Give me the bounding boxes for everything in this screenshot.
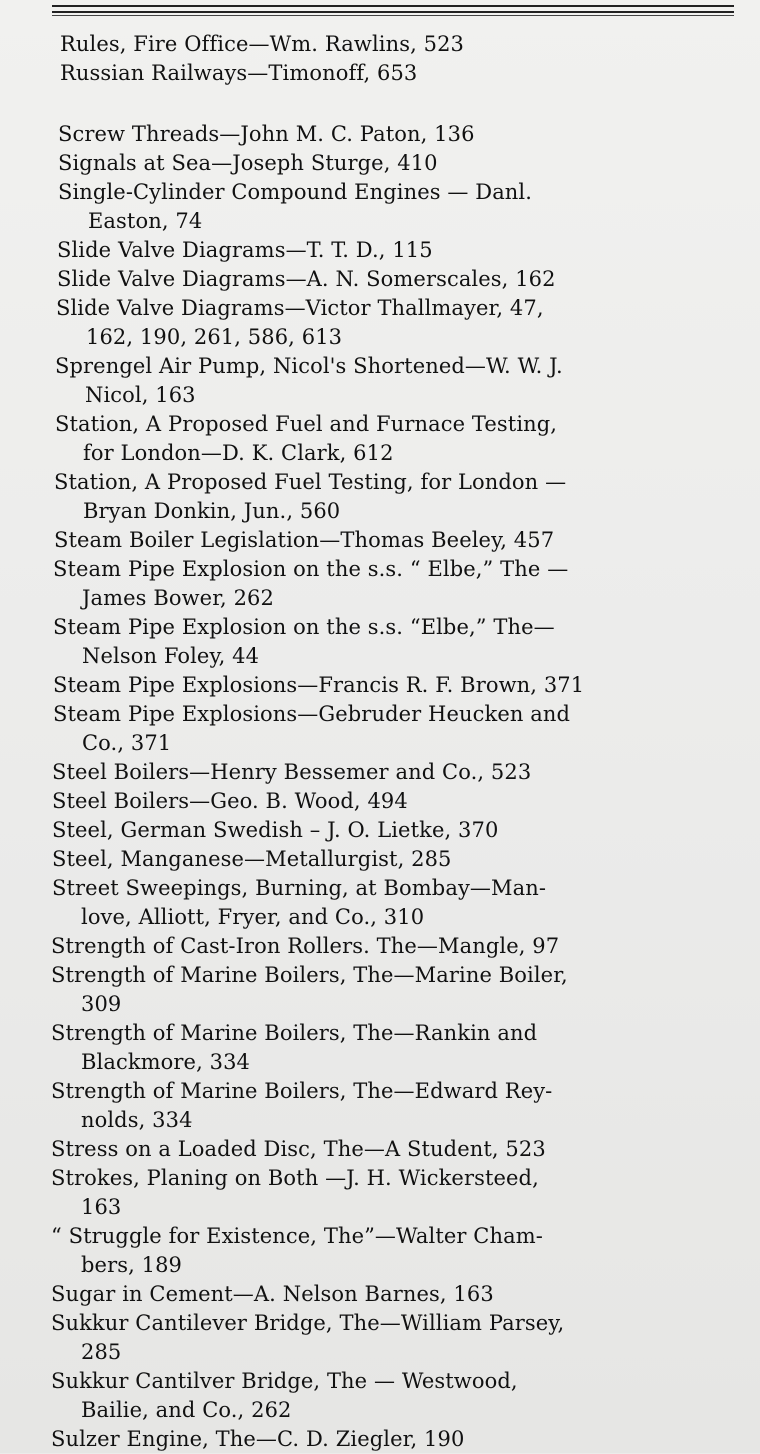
index-entry [51,1077,760,1135]
index-entry [53,671,760,700]
entry-line: Slide Valve Diagrams—A. N. Somerscales, 162 [57,267,556,291]
entry-line: Russian Railways—Timonoff, 653 [60,61,418,85]
entry-line: Signals at Sea—Joseph Sturge, 410 [58,151,438,175]
entry-line: Sukkur Cantilver Bridge, The — Westwood, [51,1369,518,1393]
entry-line: Slide Valve Diagrams—T. T. D., 115 [57,238,433,262]
top-rule-thick [52,5,734,7]
entry-line: Steam Pipe Explosions—Francis R. F. Brown, 371 [53,673,585,697]
index-entry [53,613,760,671]
entry-line: Strength of Marine Boilers, The—Marine Boiler, [51,963,568,987]
index-entry [53,700,760,758]
index-entry [60,30,760,59]
entry-line: Steam Boiler Legislation—Thomas Beeley, 457 [54,528,555,552]
index-entry [58,178,760,236]
index-entry [58,120,760,149]
entry-line: Rules, Fire Office—Wm. Rawlins, 523 [60,32,465,56]
index-entry [53,555,760,613]
entry-continuation: Nelson Foley, 44 [82,643,260,668]
entry-continuation: Nicol, 163 [85,382,196,407]
entry-line: Sprengel Air Pump, Nicol's Shortened—W. W. J. [55,354,563,378]
entry-line: Single-Cylinder Compound Engines — Danl. [58,180,533,204]
entry-line: Slide Valve Diagrams—Victor Thallmayer, 47, [56,296,544,320]
entry-continuation: 162, 190, 261, 586, 613 [86,324,343,349]
index-entry [58,149,760,178]
index-entry [51,1135,760,1164]
entry-line: Steel, Manganese—Metallurgist, 285 [52,847,452,871]
index-entry [52,874,760,932]
entry-line: Sulzer Engine, The—C. D. Ziegler, 190 [51,1427,465,1451]
index-entry [51,1425,760,1454]
index-entry [51,961,760,1019]
entry-continuation: bers, 189 [81,1252,183,1277]
index-entry [52,845,760,874]
entry-line: Sugar in Cement—A. Nelson Barnes, 163 [51,1282,494,1306]
entry-continuation: 285 [81,1339,122,1364]
entry-line: “ Struggle for Existence, The”—Walter Cham- [51,1224,543,1248]
entry-continuation: for London—D. K. Clark, 612 [83,440,394,465]
top-rule-thin [52,15,734,16]
index-entry [52,758,760,787]
index-entry [51,1367,760,1425]
index-entry [52,787,760,816]
index-entry [57,236,760,265]
index-entry [55,352,760,410]
entry-continuation: Blackmore, 334 [81,1049,251,1074]
index-entry [54,526,760,555]
entry-continuation: nolds, 334 [81,1107,193,1132]
entry-line: Strength of Marine Boilers, The—Rankin and [51,1021,538,1045]
entry-continuation: Easton, 74 [88,208,203,233]
entry-continuation: 163 [81,1194,122,1219]
entry-line: Strength of Cast-Iron Rollers. The—Mangle, 97 [51,934,560,958]
index-entry [51,1280,760,1309]
index-entry [55,410,760,468]
entry-continuation: Bryan Donkin, Jun., 560 [83,498,341,523]
entry-line: Steel Boilers—Geo. B. Wood, 494 [52,789,408,813]
entry-line: Stress on a Loaded Disc, The—A Student, 523 [51,1137,546,1161]
entry-line: Steam Pipe Explosion on the s.s. “Elbe,” The— [53,615,555,639]
entry-line: Street Sweepings, Burning, at Bombay—Man- [52,876,547,900]
index-entry [51,1222,760,1280]
entry-continuation: James Bower, 262 [82,585,274,610]
index-entry [51,1309,760,1367]
entry-line: Sukkur Cantilever Bridge, The—William Parsey, [51,1311,565,1335]
entry-continuation: Co., 371 [82,730,172,755]
entry-continuation: Bailie, and Co., 262 [81,1397,292,1422]
entry-line: Steel, German Swedish – J. O. Lietke, 370 [52,818,499,842]
entry-line: Strokes, Planing on Both —J. H. Wickersteed, [51,1166,539,1190]
top-rule-thick-2 [52,11,734,13]
index-entry [52,816,760,845]
index-entry [51,1019,760,1077]
index-entry [54,468,760,526]
entry-line: Strength of Marine Boilers, The—Edward Rey- [51,1079,553,1103]
entry-line: Steel Boilers—Henry Bessemer and Co., 523 [52,760,532,784]
index-entry [60,59,760,88]
entry-continuation: love, Alliott, Fryer, and Co., 310 [81,904,425,929]
entry-line: Screw Threads—John M. C. Paton, 136 [58,122,475,146]
index-entry [51,932,760,961]
index-entry [56,294,760,352]
entry-line: Steam Pipe Explosion on the s.s. “ Elbe,” The — [53,557,569,581]
entry-line: Steam Pipe Explosions—Gebruder Heucken and [53,702,571,726]
entry-continuation: 309 [81,991,122,1016]
entry-line: Station, A Proposed Fuel and Furnace Testing, [55,412,558,436]
index-entry [51,1164,760,1222]
index-entry [57,265,760,294]
entry-line: Station, A Proposed Fuel Testing, for London — [54,470,567,494]
